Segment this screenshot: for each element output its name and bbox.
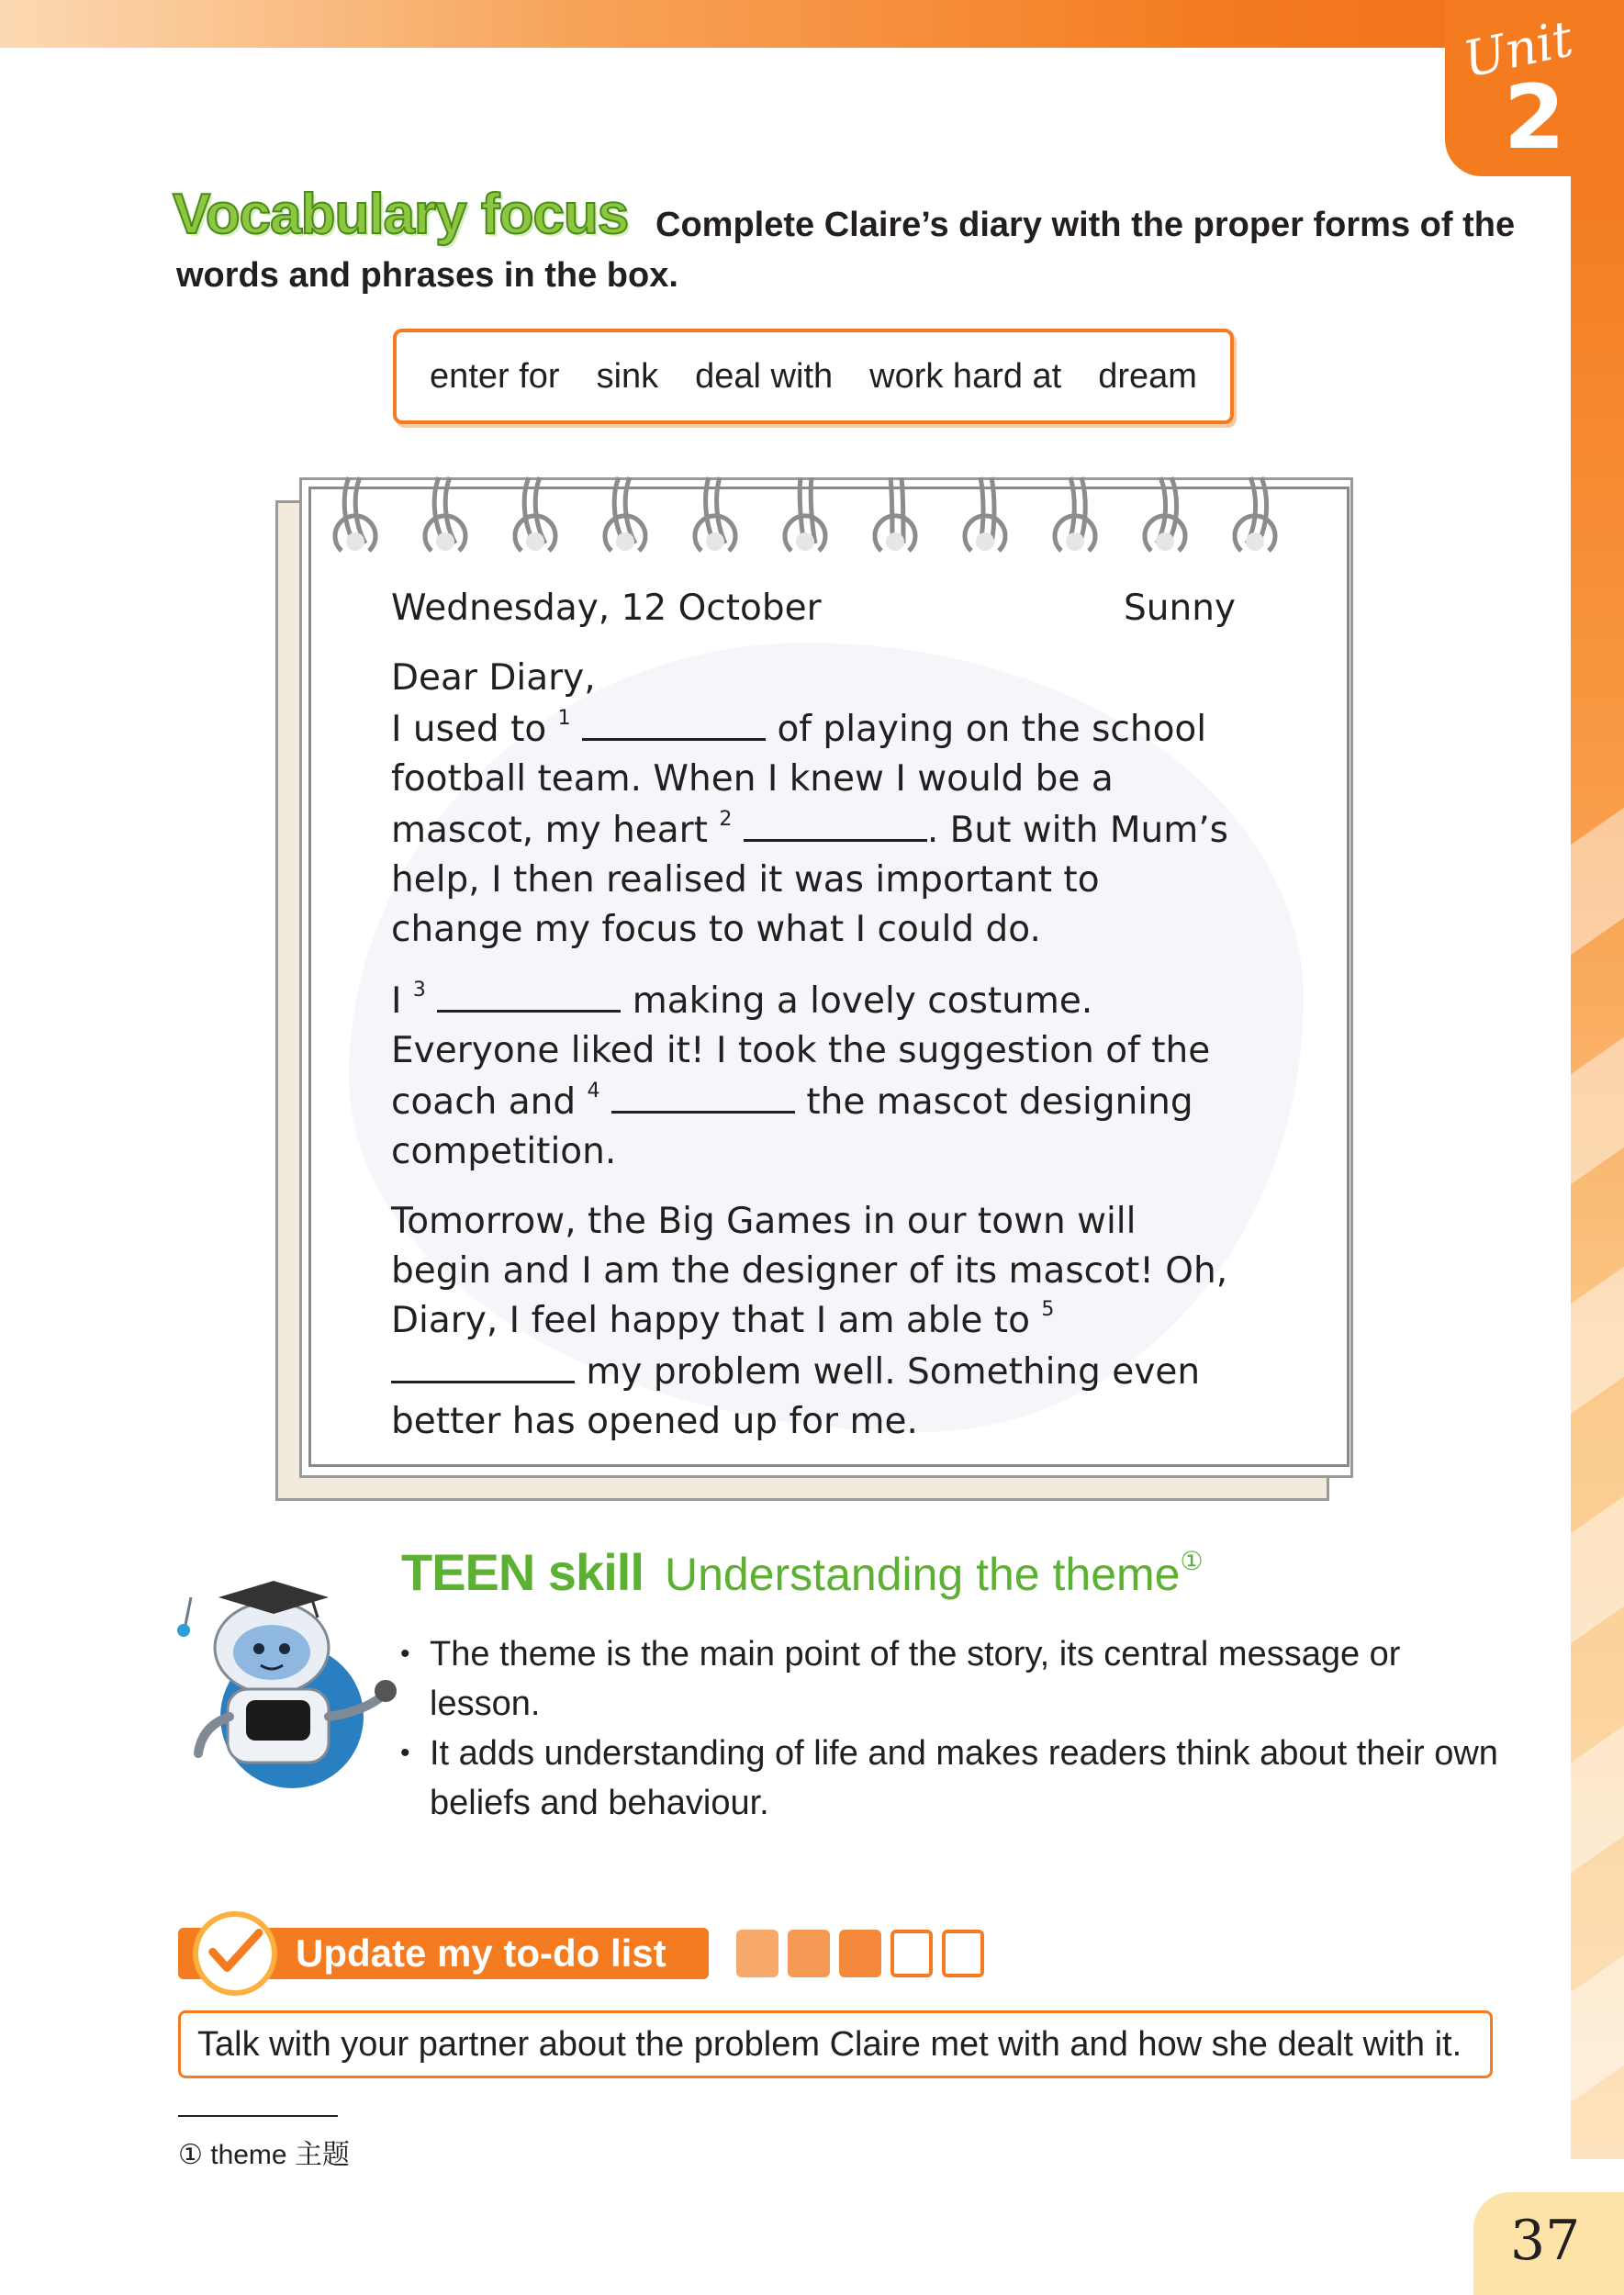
blank-number: 5: [1041, 1298, 1055, 1321]
diary-entry: [391, 584, 1236, 1447]
answer-blank-3[interactable]: [437, 975, 621, 1013]
todo-label: Update my to-do list: [296, 1931, 666, 1975]
progress-tracker: [736, 1930, 984, 1977]
blank-number: 1: [557, 707, 571, 730]
footnote-rule: [178, 2115, 338, 2117]
word-item: work hard at: [869, 356, 1062, 396]
progress-box-filled: [839, 1930, 881, 1977]
blank-number: 3: [412, 979, 426, 1002]
vocab-title: Vocabulary focus: [173, 183, 629, 246]
text: Tomorrow, the Big Games in our town will begin and I am the designer of its mascot! Oh, Diary, I feel happy that I am able to: [391, 1201, 1228, 1341]
top-band: [0, 0, 1624, 48]
progress-box-empty: [942, 1930, 984, 1977]
teen-skill-title: TEEN skill: [401, 1543, 644, 1601]
word-item: deal with: [695, 356, 834, 396]
text: making a lovely costume. Everyone liked it! I took the suggestion of the coach and: [391, 980, 1211, 1123]
word-item: dream: [1098, 356, 1197, 396]
word-box: [393, 329, 1234, 424]
robot-mascot-icon: [163, 1561, 402, 1790]
progress-box-filled: [736, 1930, 778, 1977]
diary-date: Wednesday, 12 October: [391, 588, 822, 629]
footnote-marker: ①: [1180, 1547, 1204, 1575]
diary-greeting: Dear Diary,: [391, 657, 596, 699]
text: the mascot designing competition.: [391, 1081, 1193, 1172]
text: my problem well. Something even better has opened up for me.: [391, 1351, 1201, 1442]
word-item: sink: [596, 356, 659, 396]
progress-box-filled: [788, 1930, 830, 1977]
progress-box-empty: [890, 1930, 933, 1977]
list-item: • It adds understanding of life and makes readers think about their own beliefs and behaviour.: [400, 1729, 1502, 1828]
teen-skill-bullets: [400, 1629, 1502, 1828]
diary-paragraph-3: [391, 1197, 1236, 1447]
word-item: enter for: [430, 356, 560, 396]
text: I used to: [391, 709, 558, 750]
text: . But with Mum’s help, I then realised it was important to change my focus to what I could do.: [391, 810, 1228, 950]
unit-number: 2: [1504, 66, 1565, 169]
list-item: • The theme is the main point of the story, its central message or lesson.: [400, 1629, 1502, 1729]
answer-blank-5[interactable]: [391, 1346, 575, 1383]
diary-weather: Sunny: [1124, 588, 1236, 629]
blank-number: 2: [719, 808, 733, 831]
diary-paragraph-2: [391, 975, 1236, 1177]
footnote: ① theme 主题: [178, 2140, 350, 2170]
text: I: [391, 980, 413, 1022]
page-number-box: [1473, 2192, 1624, 2295]
answer-blank-4[interactable]: [611, 1076, 795, 1114]
blank-number: 4: [587, 1080, 600, 1103]
unit-tab: [1445, 0, 1624, 176]
answer-blank-2[interactable]: [744, 804, 927, 842]
text: of playing on the school football team. When I knew I would be a mascot, my heart: [391, 709, 1207, 851]
subtitle-text: Understanding the theme: [665, 1549, 1181, 1600]
teen-skill-subtitle: [665, 1546, 1204, 1601]
vocab-instruction: Complete Claire’s diary with the proper forms of the words and phrases in the box.: [176, 206, 1516, 295]
page-number: 37: [1510, 2209, 1581, 2273]
diary-paragraph-1: [391, 703, 1236, 955]
unit-word: Unit: [1458, 9, 1578, 89]
spiral-rings: [330, 459, 1304, 560]
checkmark-icon: [193, 1911, 277, 1996]
answer-blank-1[interactable]: [582, 703, 766, 741]
todo-task: Talk with your partner about the problem Claire met with and how she dealt with it.: [178, 2010, 1493, 2078]
